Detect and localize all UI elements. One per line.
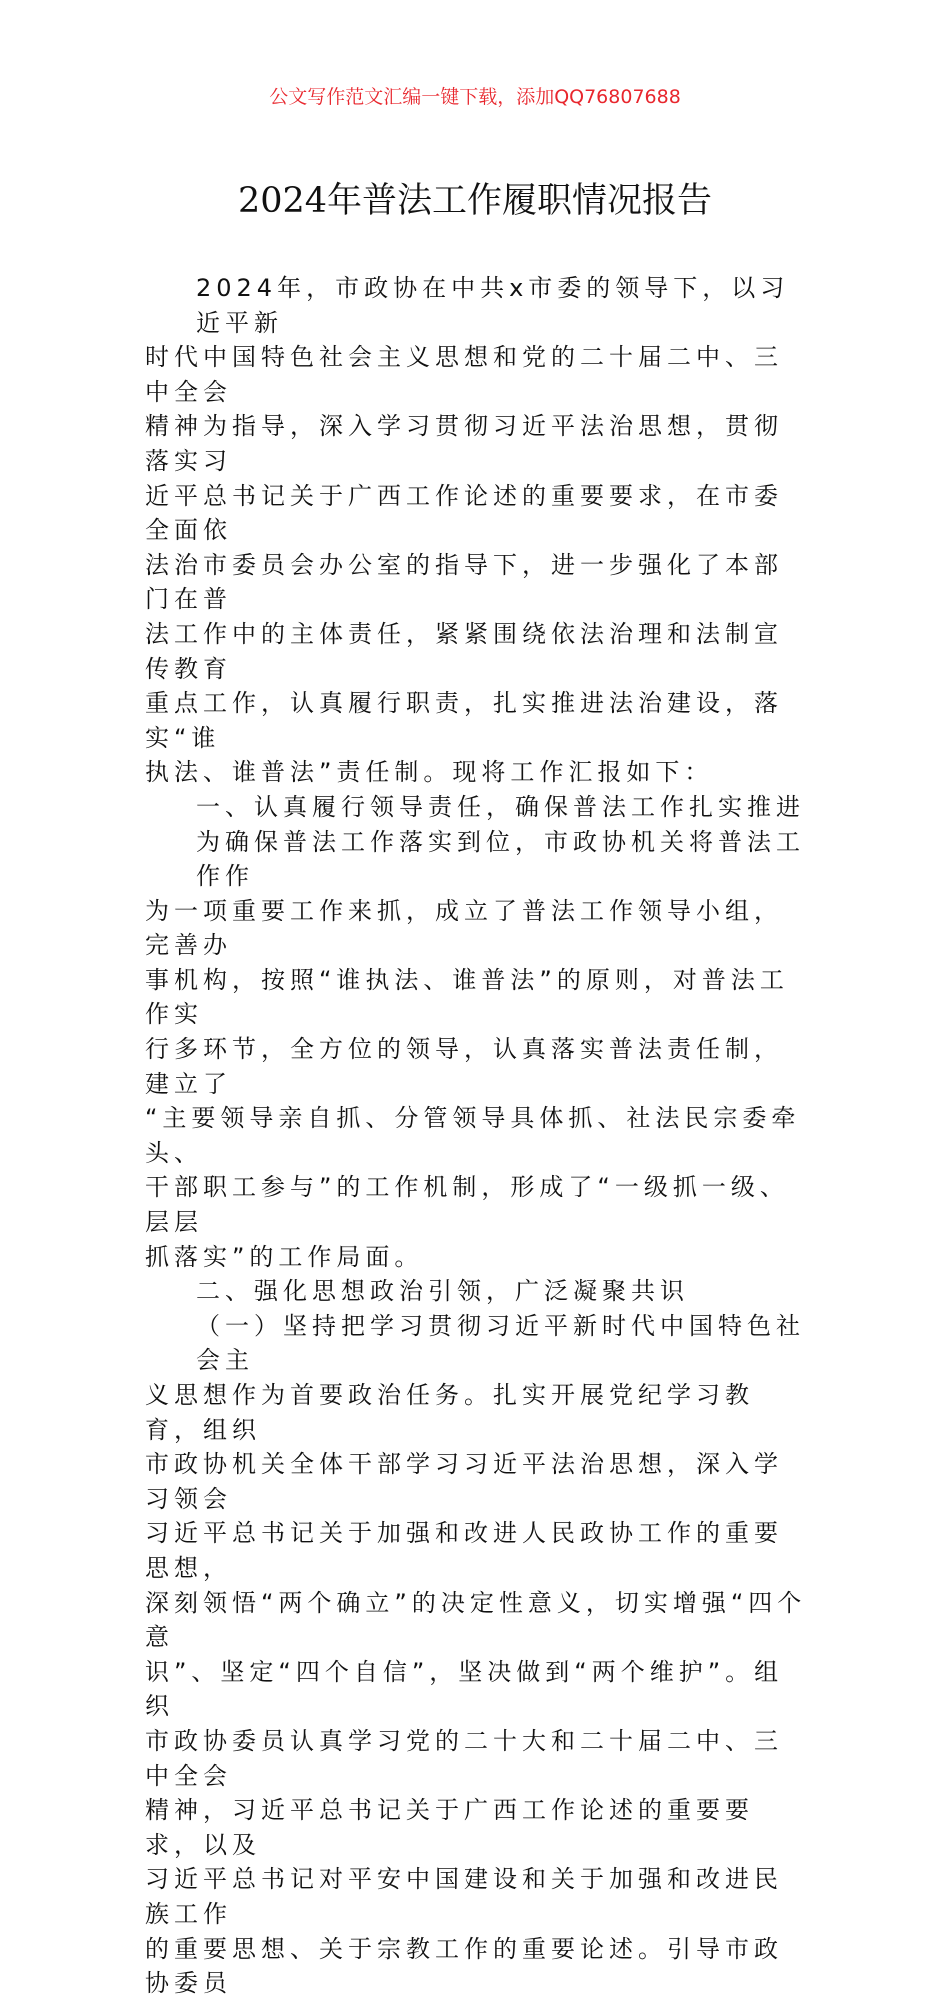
text-line: 抓落实”的工作局面。 <box>145 1242 424 1271</box>
text-line: 行多环节，全方位的领导，认真落实普法责任制，建立了 <box>145 1035 783 1098</box>
text-line: 习近平总书记关于加强和改进人民政协工作的重要思想， <box>145 1519 783 1582</box>
text-line: 法治市委员会办公室的指导下，进一步强化了本部门在普 <box>145 550 783 614</box>
text-line: （一）坚持把学习贯彻习近平新时代中国特色社会主 <box>196 1311 805 1375</box>
text-line: 识”、坚定“四个自信”，坚决做到“两个维护”。组织 <box>145 1657 784 1721</box>
text-line: 重点工作，认真履行职责，扎实推进法治建设，落实“谁 <box>145 689 783 752</box>
document-body <box>145 271 807 2001</box>
text-line: 精神为指导，深入学习贯彻习近平法治思想，贯彻落实习 <box>145 412 783 475</box>
text-line: 为一项重要工作来抓，成立了普法工作领导小组，完善办 <box>145 896 783 960</box>
text-line: 市政协委员认真学习党的二十大和二十届二中、三中全会 <box>145 1726 783 1790</box>
text-line: 事机构，按照“谁执法、谁普法”的原则，对普法工作实 <box>145 965 789 1029</box>
text-line: “主要领导亲自抓、分管领导具体抓、社法民宗委牵头、 <box>145 1104 801 1167</box>
text-line: 的重要思想、关于宗教工作的重要论述。引导市政协委员 <box>145 1934 783 1998</box>
document-title: 2024年普法工作履职情况报告 <box>237 181 713 221</box>
text-line: 市政协机关全体干部学习习近平法治思想，深入学习领会 <box>145 1450 783 1513</box>
text-line: 二、强化思想政治引领，广泛凝聚共识 <box>196 1277 689 1306</box>
text-line: 一、认真履行领导责任，确保普法工作扎实推进 <box>196 792 805 821</box>
text-line: 执法、谁普法”责任制。现将工作汇报如下： <box>145 758 714 787</box>
text-line: 法工作中的主体责任，紧紧围绕依法治理和法制宣传教育 <box>145 619 783 683</box>
text-line: 精神，习近平总书记关于广西工作论述的重要要求，以及 <box>145 1796 754 1859</box>
text-line: 干部职工参与”的工作机制，形成了“一级抓一级、层层 <box>145 1173 789 1237</box>
download-promo-note: 公文写作范文汇编一键下载，添加QQ76807688 <box>269 86 681 108</box>
text-line: 义思想作为首要政治任务。扎实开展党纪学习教育，组织 <box>145 1381 754 1444</box>
text-line: 为确保普法工作落实到位，市政协机关将普法工作作 <box>196 827 805 891</box>
text-line: 2024年，市政协在中共x市委的领导下，以习近平新 <box>196 274 790 337</box>
text-line: 时代中国特色社会主义思想和党的二十届二中、三中全会 <box>145 343 783 406</box>
text-line: 习近平总书记对平安中国建设和关于加强和改进民族工作 <box>145 1865 783 1928</box>
text-line: 深刻领悟“两个确立”的决定性意义，切实增强“四个意 <box>145 1588 807 1652</box>
text-line: 近平总书记关于广西工作论述的重要要求，在市委全面依 <box>145 481 783 545</box>
